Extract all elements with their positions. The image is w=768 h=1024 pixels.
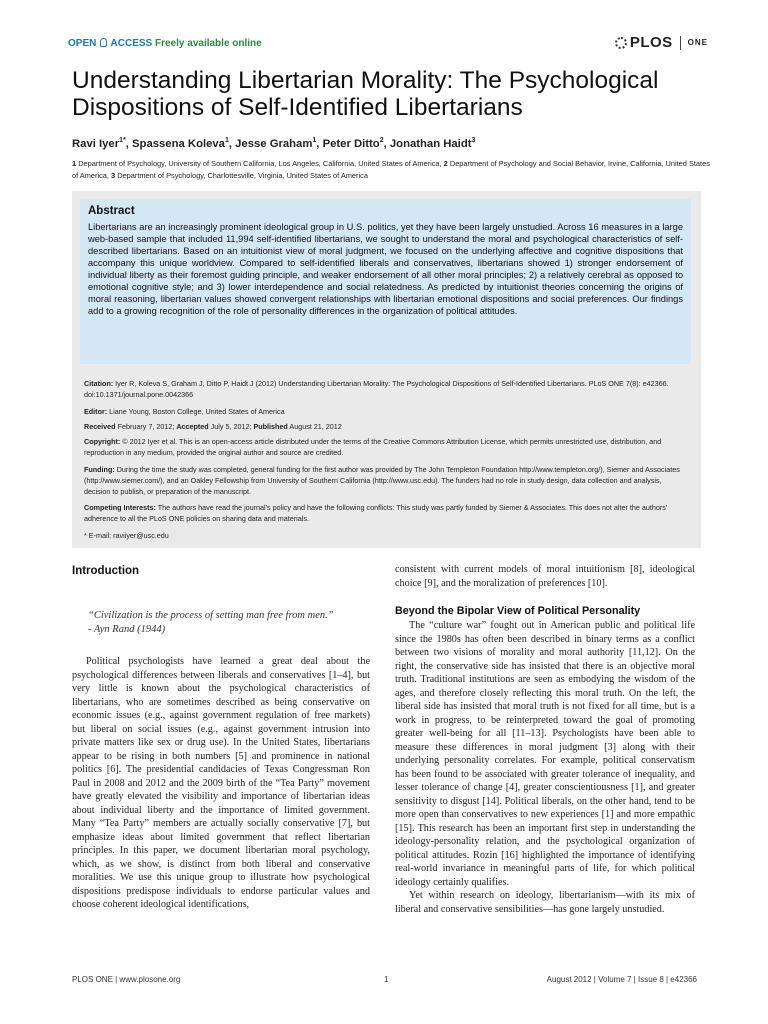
journal-name: ONE [687, 38, 708, 47]
open-access-prefix: OPEN [68, 38, 97, 49]
citation-text: Iyer R, Koleva S, Graham J, Ditto P, Haidt J (2012) Understanding Libertarian Morality: The Psychological Dispositions of Self-Identified Libertarians. PLoS ONE 7(8): e42366. doi:10.1371/journal.pone.0042366 [84, 379, 669, 399]
affil-number: 2 [443, 159, 448, 168]
journal-header [62, 34, 708, 56]
editor-text: Liane Young, Boston College, United States of America [109, 407, 285, 416]
funding-label: Funding: [84, 465, 115, 474]
received-label: Received [84, 422, 116, 431]
author-name: Jesse Graham [235, 137, 313, 150]
author-affil-mark: 3 [471, 137, 476, 144]
author-affil-mark: 1 [224, 137, 229, 144]
accepted-label: Accepted [176, 422, 209, 431]
open-access-badge [68, 38, 262, 49]
editor [84, 406, 689, 417]
author-name: Ravi Iyer [72, 137, 120, 150]
copyright-label: Copyright: [84, 437, 121, 446]
author-name: Peter Ditto [322, 137, 380, 150]
funding [84, 464, 689, 497]
freely-available-text: Freely available online [155, 38, 262, 49]
funding-text: During the time the study was completed, general funding for the first author was provided by The John Templeton Foundation http://www.templeton.org/), Siemer and Associates (http://www.siemer.com/), and an Oakley Fellowship from University of Southern California (http://www.usc.edu). The funders had no role in study design, data collection and analysis, decision to publish, or preparation of the manuscript. [84, 465, 680, 496]
citation [84, 378, 689, 400]
dates [84, 421, 689, 432]
accepted-date: July 5, 2012; [210, 422, 252, 431]
author-affil-mark: 1* [119, 137, 126, 144]
page-number: 1 [384, 975, 389, 984]
received-date: February 7, 2012; [117, 422, 175, 431]
affil-text: Department of Psychology, Charlottesville, Virginia, United States of America [117, 171, 368, 180]
epigraph [88, 609, 370, 637]
section-paragraph: Yet within research on ideology, libertarianism—with its mix of liberal and conservative sensibilities—has gone largely unstudied. [395, 890, 695, 915]
open-lock-icon [100, 38, 107, 47]
publisher-name: PLOS [629, 34, 673, 51]
competing-label: Competing Interests: [84, 503, 156, 512]
published-date: August 21, 2012 [289, 422, 342, 431]
footer-journal-url: PLOS ONE | www.plosone.org [72, 975, 181, 984]
competing-interests [84, 502, 689, 524]
affil-text: Department of Psychology and Social Behavior, Irvine, California, United States of America, [72, 159, 710, 180]
logo-divider [680, 36, 681, 50]
author-affil-mark: 1 [312, 137, 317, 144]
epigraph-attribution: - Ayn Rand (1944) [88, 624, 166, 635]
intro-continuation: consistent with current models of moral intuitionism [8], ideological choice [9], and the moralization of preferences [10]. [395, 564, 695, 589]
article-info-box [72, 191, 701, 548]
author-affil-mark: 2 [379, 137, 384, 144]
subsection-heading: Beyond the Bipolar View of Political Personality [395, 605, 641, 617]
intro-paragraph: Political psychologists have learned a great deal about the psychological differences between liberals and conservatives [1–4], but very little is known about the psychological characteristics of libertarians, who are sometimes described as being conservative on economic issues (e.g., against government regulation of free markets) but liberal on social issues (e.g., against government intrusion into private matters like sex or drug use). In the United States, libertarians appear to be rising in both numbers [5] and prominence in national politics [6]. The presidential candidacies of Texas Congressman Ron Paul in 2008 and 2012 and the 2009 birth of the “Tea Party” movement have greatly elevated the visibility and importance of libertarian ideas about individual liberty and the importance of limited government. Many “Tea Party” members are actually socially conservative [7], but emphasize ideas about limited government that reflect libertarian principles. In this paper, we document libertarian moral psychology, which, as we show, is distinct from both liberal and conservative moralities. We use this unique group to illustrate how psychological dispositions predispose individuals to endorse particular values and choose coherent ideological identifications, [72, 656, 370, 910]
introduction-heading: Introduction [72, 565, 140, 577]
footer-issue-info: August 2012 | Volume 7 | Issue 8 | e42366 [546, 975, 697, 984]
abstract-box [80, 199, 691, 364]
plos-logo-icon [615, 37, 627, 49]
published-label: Published [253, 422, 288, 431]
contact-email: * E-mail: raviiyer@usc.edu [84, 531, 169, 540]
copyright [84, 436, 689, 458]
plos-one-logo [615, 34, 708, 51]
competing-text: The authors have read the journal's policy and have the following conflicts: This study was partly funded by Siemer & Associates. This does not alter the authors' adherence to all the PLoS ONE policies on sharing data and materials. [84, 503, 668, 523]
open-access-suffix: ACCESS [110, 38, 153, 49]
affiliations [72, 158, 712, 182]
author-list: Ravi Iyer$^{1*}$, Spassena Koleva$^1$, Jesse Graham$^1$, Peter Ditto$^2$, Jonathan Haidt$^3$ [72, 137, 476, 150]
editor-label: Editor: [84, 407, 108, 416]
right-column [395, 563, 695, 916]
abstract-heading: Abstract [88, 205, 135, 217]
author-name: Spassena Koleva [132, 137, 225, 150]
copyright-text: © 2012 Iyer et al. This is an open-access article distributed under the terms of the Creative Commons Attribution License, which permits unrestricted use, distribution, and reproduction in any medium, provided the original author and source are credited. [84, 437, 662, 457]
abstract-text: Libertarians are an increasingly prominent ideological group in U.S. politics, yet they have been largely unstudied. Across 16 measures in a large web-based sample that included 11,994 self-identified libertarians, we sought to understand the moral and psychological characteristics of self-described libertarians. Based on an intuitionist view of moral judgment, we focused on the underlying affective and cognitive dispositions that accompany this unique worldview. Compared to self-identified liberals and conservatives, libertarians showed 1) stronger endorsement of individual liberty as their foremost guiding principle, and weaker endorsement of all other moral principles; 2) a relatively cerebral as opposed to emotional cognitive style; and 3) lower interdependence and social relatedness. As predicted by intuitionist theories concerning the origins of moral reasoning, libertarian values showed convergent relationships with libertarian emotional dispositions and social preferences. Our findings add to a growing recognition of the role of personality differences in the organization of political attitudes. [88, 222, 683, 316]
epigraph-quote: “Civilization is the process of setting man free from men.” [88, 610, 334, 621]
affil-number: 1 [72, 159, 77, 168]
citation-label: Citation: [84, 379, 114, 388]
affil-text: Department of Psychology, University of Southern California, Los Angeles, California, United States of America, [78, 159, 442, 168]
affil-number: 3 [111, 171, 116, 180]
author-name: Jonathan Haidt [389, 137, 472, 150]
left-column [72, 565, 370, 912]
section-paragraph: The “culture war” fought out in American public and political life since the 1980s has often been described in binary terms as a conflict between two visions of morality and moral authority [11,12]. On the right, the conservative side has insisted that there is an objective moral truth. Traditional institutions are seen as embodying the wisdom of the ages, and therefore closely reflecting this moral truth. On the left, the liberal side has insisted that moral truth is not fixed for all time, but is a work in progress, to be reinterpreted toward the goal of promoting greater well-being for all [11–13]. Psychologists have been able to measure these differences in moral judgment [3] along with their underlying personality correlates. For example, political conservatism has been found to be associated with greater tolerance of inequality, and lesser tolerance of change [4], greater conscientiousness [1], and greater sensitivity to disgust [14]. Political liberals, on the other hand, tend to be more open than conservatives to new experiences [1] and more empathic [15]. This research has been an important first step in understanding the ideology-personality relation, and the psychological organization of political attitudes. Rozin [16] highlighted the importance of identifying real-world invariance in meaningful parts of life, for which political ideology certainly qualifies. [395, 620, 695, 888]
article-title: Understanding Libertarian Morality: The Psychological Dispositions of Self-Identified Libertarians [72, 67, 659, 121]
